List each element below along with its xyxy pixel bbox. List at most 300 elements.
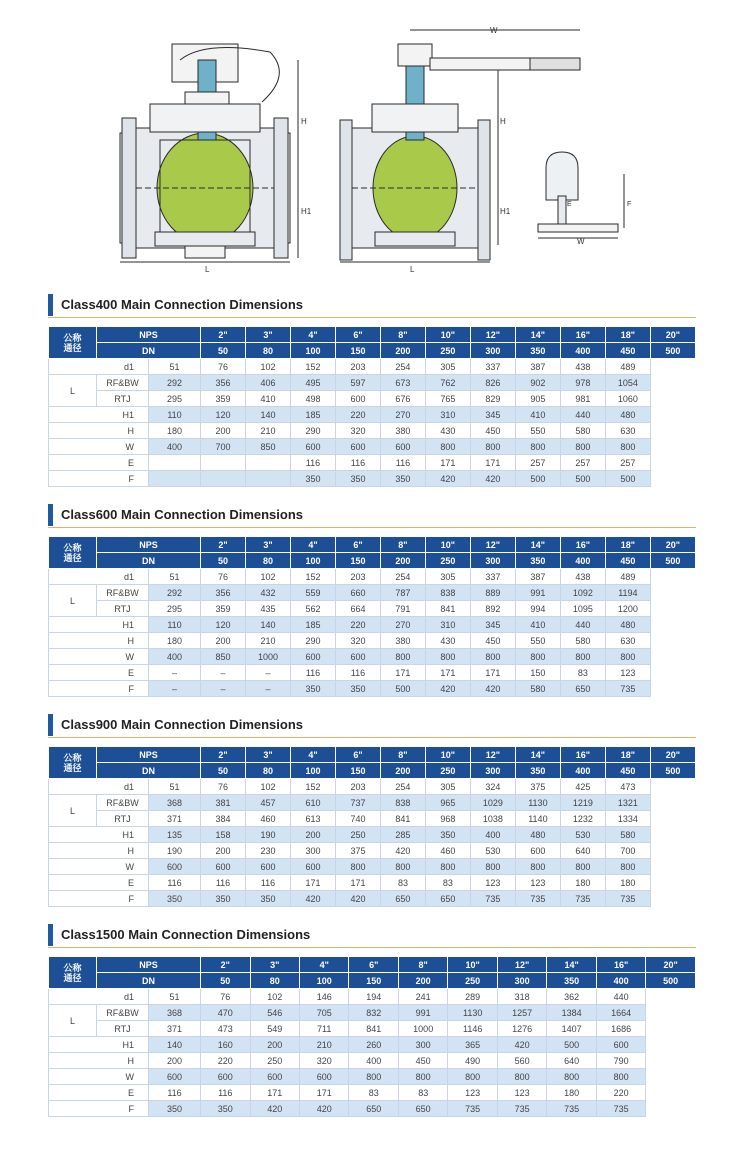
- row-label: H: [49, 423, 149, 439]
- dn-cell: 400: [560, 553, 605, 569]
- value-cell: 102: [250, 989, 299, 1005]
- value-cell: 650: [380, 891, 425, 907]
- value-cell: 500: [547, 1037, 596, 1053]
- value-cell: 490: [448, 1053, 497, 1069]
- value-cell: [201, 455, 246, 471]
- value-cell: 1321: [605, 795, 650, 811]
- value-cell: 600: [149, 1069, 201, 1085]
- row-label: RF&BW: [97, 795, 149, 811]
- value-cell: 420: [380, 843, 425, 859]
- value-cell: 420: [425, 471, 470, 487]
- nps-cell: 10": [425, 327, 470, 343]
- row-label: d1: [49, 989, 149, 1005]
- value-cell: 290: [290, 633, 335, 649]
- value-cell: 410: [515, 617, 560, 633]
- value-cell: 1384: [547, 1005, 596, 1021]
- value-cell: 660: [335, 585, 380, 601]
- value-cell: 435: [246, 601, 291, 617]
- value-cell: 800: [547, 1069, 596, 1085]
- row-label-L: L: [49, 585, 97, 617]
- value-cell: 735: [605, 891, 650, 907]
- row-label: E: [49, 875, 149, 891]
- dn-cell: 300: [497, 973, 546, 989]
- table-row: [49, 665, 696, 681]
- value-cell: 146: [299, 989, 348, 1005]
- value-cell: 991: [398, 1005, 447, 1021]
- value-cell: 350: [290, 681, 335, 697]
- value-cell: 600: [335, 649, 380, 665]
- value-cell: 500: [380, 681, 425, 697]
- value-cell: 110: [149, 617, 201, 633]
- value-cell: 375: [335, 843, 380, 859]
- value-cell: 210: [246, 633, 291, 649]
- dn-cell: 450: [605, 553, 650, 569]
- nps-cell: 14": [515, 327, 560, 343]
- row-label: H1: [49, 1037, 149, 1053]
- value-cell: 220: [596, 1085, 645, 1101]
- value-cell: 241: [398, 989, 447, 1005]
- row-label: RF&BW: [97, 1005, 149, 1021]
- value-cell: 270: [380, 407, 425, 423]
- table-row: [49, 1069, 696, 1085]
- value-cell: 892: [470, 601, 515, 617]
- value-cell: 600: [149, 859, 201, 875]
- table-row: [49, 423, 696, 439]
- value-cell: 968: [425, 811, 470, 827]
- nps-cell: 3": [250, 957, 299, 973]
- dn-cell: 150: [335, 553, 380, 569]
- dn-cell: 250: [425, 763, 470, 779]
- row-label: F: [49, 471, 149, 487]
- value-cell: 365: [448, 1037, 497, 1053]
- dimension-table: [48, 746, 696, 907]
- value-cell: 190: [246, 827, 291, 843]
- value-cell: 292: [149, 375, 201, 391]
- row-label: RTJ: [97, 601, 149, 617]
- value-cell: 600: [201, 1069, 250, 1085]
- value-cell: 676: [380, 391, 425, 407]
- value-cell: 289: [448, 989, 497, 1005]
- value-cell: 787: [380, 585, 425, 601]
- value-cell: 600: [299, 1069, 348, 1085]
- table-row: [49, 359, 696, 375]
- header-row-dn: [49, 973, 696, 989]
- value-cell: 550: [515, 423, 560, 439]
- value-cell: 220: [335, 407, 380, 423]
- value-cell: 500: [560, 471, 605, 487]
- dn-cell: 500: [650, 553, 695, 569]
- value-cell: 337: [470, 569, 515, 585]
- value-cell: –: [201, 681, 246, 697]
- value-cell: 350: [335, 471, 380, 487]
- value-cell: 350: [290, 471, 335, 487]
- nps-label: NPS: [97, 747, 201, 763]
- value-cell: 800: [560, 649, 605, 665]
- row-label-L: L: [49, 375, 97, 407]
- table-row: [49, 843, 696, 859]
- value-cell: 1664: [596, 1005, 645, 1021]
- row-label: H: [49, 843, 149, 859]
- table-row: [49, 795, 696, 811]
- value-cell: 1038: [470, 811, 515, 827]
- value-cell: 838: [380, 795, 425, 811]
- value-cell: 76: [201, 779, 246, 795]
- dn-label: DN: [97, 763, 201, 779]
- table-row: [49, 1037, 696, 1053]
- header-row-nps: [49, 537, 696, 553]
- value-cell: 384: [201, 811, 246, 827]
- value-cell: 800: [470, 439, 515, 455]
- dn-cell: 100: [290, 343, 335, 359]
- value-cell: 200: [250, 1037, 299, 1053]
- value-cell: 791: [380, 601, 425, 617]
- value-cell: 171: [470, 665, 515, 681]
- value-cell: 320: [335, 423, 380, 439]
- value-cell: 613: [290, 811, 335, 827]
- nps-cell: 10": [448, 957, 497, 973]
- section-accent-bar: [48, 714, 53, 736]
- corner-label-line2: 通径: [63, 552, 82, 563]
- dn-cell: 80: [246, 553, 291, 569]
- dn-cell: 450: [605, 343, 650, 359]
- nps-cell: 6": [335, 537, 380, 553]
- value-cell: 1092: [560, 585, 605, 601]
- value-cell: 560: [497, 1053, 546, 1069]
- table-row: [49, 1021, 696, 1037]
- value-cell: 320: [299, 1053, 348, 1069]
- dn-cell: 200: [380, 763, 425, 779]
- dn-cell: 200: [380, 343, 425, 359]
- value-cell: 470: [201, 1005, 250, 1021]
- value-cell: 324: [470, 779, 515, 795]
- value-cell: 850: [201, 649, 246, 665]
- value-cell: 257: [605, 455, 650, 471]
- value-cell: 51: [149, 779, 201, 795]
- section-divider: [48, 737, 696, 738]
- dn-cell: 80: [246, 763, 291, 779]
- valve-drawings: [0, 0, 750, 280]
- nps-cell: 16": [560, 747, 605, 763]
- value-cell: [246, 471, 291, 487]
- value-cell: 832: [349, 1005, 398, 1021]
- value-cell: 123: [515, 875, 560, 891]
- value-cell: 450: [398, 1053, 447, 1069]
- value-cell: 480: [605, 617, 650, 633]
- value-cell: 829: [470, 391, 515, 407]
- value-cell: 158: [201, 827, 246, 843]
- value-cell: 160: [201, 1037, 250, 1053]
- header-row-nps: [49, 747, 696, 763]
- value-cell: 600: [515, 843, 560, 859]
- dn-cell: 300: [470, 343, 515, 359]
- value-cell: 420: [497, 1037, 546, 1053]
- nps-cell: 2": [201, 537, 246, 553]
- handwheel-side-view-drawing: [538, 152, 624, 238]
- value-cell: 135: [149, 827, 201, 843]
- value-cell: 1095: [560, 601, 605, 617]
- value-cell: 305: [425, 569, 470, 585]
- dn-cell: 80: [250, 973, 299, 989]
- value-cell: 180: [605, 875, 650, 891]
- nps-cell: 20": [650, 747, 695, 763]
- value-cell: 600: [290, 649, 335, 665]
- value-cell: 220: [335, 617, 380, 633]
- dn-cell: 400: [560, 763, 605, 779]
- value-cell: 790: [596, 1053, 645, 1069]
- value-cell: 387: [515, 359, 560, 375]
- value-cell: 116: [335, 665, 380, 681]
- value-cell: 310: [425, 407, 470, 423]
- value-cell: 800: [515, 859, 560, 875]
- corner-label-line2: 通径: [63, 972, 82, 983]
- row-label: W: [49, 649, 149, 665]
- value-cell: 359: [201, 601, 246, 617]
- value-cell: 550: [515, 633, 560, 649]
- value-cell: 826: [470, 375, 515, 391]
- dim-label-W-lever: W: [490, 26, 498, 35]
- nps-cell: 8": [380, 327, 425, 343]
- table-row: [49, 779, 696, 795]
- table-row: [49, 681, 696, 697]
- value-cell: 152: [290, 569, 335, 585]
- value-cell: 480: [605, 407, 650, 423]
- value-cell: 210: [299, 1037, 348, 1053]
- table-row: [49, 391, 696, 407]
- value-cell: 257: [560, 455, 605, 471]
- dn-cell: 50: [201, 343, 246, 359]
- value-cell: 489: [605, 359, 650, 375]
- value-cell: 425: [560, 779, 605, 795]
- table-row: [49, 1053, 696, 1069]
- value-cell: 83: [560, 665, 605, 681]
- value-cell: 83: [380, 875, 425, 891]
- table-row: [49, 601, 696, 617]
- value-cell: 838: [425, 585, 470, 601]
- value-cell: 800: [470, 859, 515, 875]
- nps-label: NPS: [97, 537, 201, 553]
- value-cell: 473: [605, 779, 650, 795]
- value-cell: 230: [246, 843, 291, 859]
- nps-cell: 14": [515, 537, 560, 553]
- value-cell: 580: [515, 681, 560, 697]
- row-label: E: [49, 1085, 149, 1101]
- nps-cell: 2": [201, 747, 246, 763]
- value-cell: 180: [560, 875, 605, 891]
- value-cell: 318: [497, 989, 546, 1005]
- value-cell: 994: [515, 601, 560, 617]
- value-cell: 150: [515, 665, 560, 681]
- value-cell: 116: [335, 455, 380, 471]
- value-cell: 765: [425, 391, 470, 407]
- value-cell: 83: [349, 1085, 398, 1101]
- value-cell: 1029: [470, 795, 515, 811]
- nps-cell: 8": [398, 957, 447, 973]
- value-cell: 190: [149, 843, 201, 859]
- value-cell: 650: [398, 1101, 447, 1117]
- header-row-dn: [49, 763, 696, 779]
- value-cell: 76: [201, 359, 246, 375]
- value-cell: 800: [380, 859, 425, 875]
- header-row-dn: [49, 553, 696, 569]
- value-cell: 200: [201, 843, 246, 859]
- value-cell: 981: [560, 391, 605, 407]
- corner-label-line1: 公称: [63, 332, 82, 343]
- value-cell: –: [246, 665, 291, 681]
- value-cell: 1407: [547, 1021, 596, 1037]
- value-cell: 432: [246, 585, 291, 601]
- value-cell: 420: [290, 891, 335, 907]
- value-cell: 438: [560, 359, 605, 375]
- row-label: H: [49, 1053, 149, 1069]
- value-cell: 1194: [605, 585, 650, 601]
- value-cell: 1054: [605, 375, 650, 391]
- value-cell: 381: [201, 795, 246, 811]
- nps-cell: 12": [470, 537, 515, 553]
- value-cell: 735: [497, 1101, 546, 1117]
- value-cell: 440: [596, 989, 645, 1005]
- value-cell: 171: [250, 1085, 299, 1101]
- value-cell: 737: [335, 795, 380, 811]
- value-cell: 116: [380, 455, 425, 471]
- dn-cell: 400: [596, 973, 645, 989]
- value-cell: 597: [335, 375, 380, 391]
- value-cell: 460: [425, 843, 470, 859]
- value-cell: 600: [380, 439, 425, 455]
- value-cell: 580: [560, 423, 605, 439]
- value-cell: 356: [201, 375, 246, 391]
- section-header: [48, 922, 696, 948]
- dn-cell: 250: [448, 973, 497, 989]
- value-cell: 171: [425, 665, 470, 681]
- value-cell: 350: [380, 471, 425, 487]
- row-label: W: [49, 439, 149, 455]
- value-cell: –: [246, 681, 291, 697]
- value-cell: 800: [605, 649, 650, 665]
- row-label: H1: [49, 617, 149, 633]
- value-cell: 257: [515, 455, 560, 471]
- nps-cell: 10": [425, 537, 470, 553]
- value-cell: 1200: [605, 601, 650, 617]
- dim-label-H-left: H: [301, 117, 307, 126]
- table-row: [49, 1101, 696, 1117]
- row-label: H1: [49, 827, 149, 843]
- table-row: [49, 455, 696, 471]
- table-row: [49, 585, 696, 601]
- table-row: [49, 471, 696, 487]
- value-cell: 292: [149, 585, 201, 601]
- dn-cell: 350: [515, 553, 560, 569]
- value-cell: 735: [448, 1101, 497, 1117]
- nps-cell: 8": [380, 747, 425, 763]
- value-cell: 673: [380, 375, 425, 391]
- value-cell: 345: [470, 407, 515, 423]
- value-cell: 371: [149, 811, 201, 827]
- row-label: RF&BW: [97, 375, 149, 391]
- value-cell: 350: [149, 1101, 201, 1117]
- value-cell: 800: [335, 859, 380, 875]
- dn-cell: 80: [246, 343, 291, 359]
- dn-cell: 500: [646, 973, 696, 989]
- value-cell: 102: [246, 359, 291, 375]
- value-cell: 500: [515, 471, 560, 487]
- nps-cell: 18": [605, 537, 650, 553]
- table-row: [49, 827, 696, 843]
- value-cell: 902: [515, 375, 560, 391]
- table-row: [49, 811, 696, 827]
- nps-cell: 12": [470, 327, 515, 343]
- value-cell: 650: [425, 891, 470, 907]
- value-cell: 171: [380, 665, 425, 681]
- row-label: F: [49, 1101, 149, 1117]
- dn-label: DN: [97, 343, 201, 359]
- value-cell: 600: [290, 439, 335, 455]
- value-cell: 711: [299, 1021, 348, 1037]
- value-cell: 1130: [515, 795, 560, 811]
- table-row: [49, 569, 696, 585]
- value-cell: 123: [497, 1085, 546, 1101]
- value-cell: 800: [497, 1069, 546, 1085]
- value-cell: 410: [515, 407, 560, 423]
- nps-cell: 2": [201, 957, 250, 973]
- dn-cell: 300: [470, 763, 515, 779]
- gear-operated-valve-drawing: [120, 44, 298, 262]
- value-cell: 371: [149, 1021, 201, 1037]
- value-cell: 430: [425, 633, 470, 649]
- value-cell: 254: [380, 569, 425, 585]
- value-cell: [246, 455, 291, 471]
- value-cell: 350: [246, 891, 291, 907]
- nps-cell: 3": [246, 747, 291, 763]
- dn-label: DN: [97, 973, 201, 989]
- value-cell: 76: [201, 989, 250, 1005]
- nps-cell: 14": [547, 957, 596, 973]
- value-cell: 116: [149, 1085, 201, 1101]
- value-cell: 116: [149, 875, 201, 891]
- value-cell: 450: [470, 423, 515, 439]
- value-cell: 600: [250, 1069, 299, 1085]
- row-label-L: L: [49, 795, 97, 827]
- nps-cell: 4": [299, 957, 348, 973]
- value-cell: 1000: [246, 649, 291, 665]
- value-cell: 116: [290, 455, 335, 471]
- value-cell: 800: [425, 649, 470, 665]
- row-label: F: [49, 681, 149, 697]
- nps-cell: 16": [596, 957, 645, 973]
- dn-cell: 250: [425, 343, 470, 359]
- value-cell: 140: [149, 1037, 201, 1053]
- dn-cell: 400: [560, 343, 605, 359]
- value-cell: 152: [290, 779, 335, 795]
- corner-label-line2: 通径: [63, 342, 82, 353]
- dim-label-W-side: W: [577, 237, 585, 246]
- value-cell: 320: [335, 633, 380, 649]
- value-cell: 965: [425, 795, 470, 811]
- value-cell: 76: [201, 569, 246, 585]
- value-cell: 200: [149, 1053, 201, 1069]
- value-cell: 123: [470, 875, 515, 891]
- value-cell: 480: [515, 827, 560, 843]
- section-class900: [48, 712, 696, 907]
- value-cell: 350: [335, 681, 380, 697]
- value-cell: 410: [246, 391, 291, 407]
- dn-cell: 350: [515, 343, 560, 359]
- value-cell: 420: [470, 471, 515, 487]
- value-cell: 194: [349, 989, 398, 1005]
- value-cell: 337: [470, 359, 515, 375]
- table-row: [49, 407, 696, 423]
- value-cell: 123: [605, 665, 650, 681]
- value-cell: 800: [425, 439, 470, 455]
